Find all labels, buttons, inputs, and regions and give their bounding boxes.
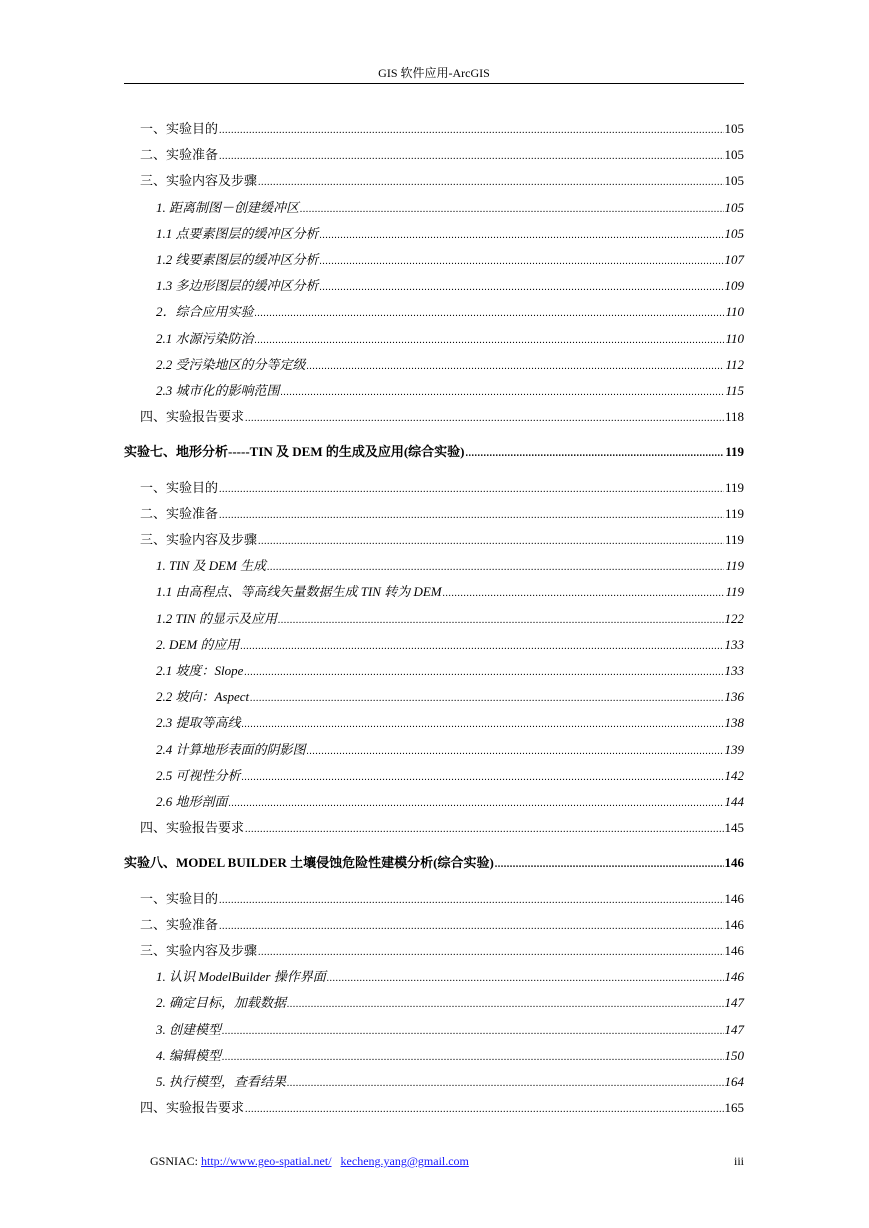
toc-entry-page: 119	[724, 505, 744, 521]
page-footer	[150, 1154, 744, 1169]
toc-entry[interactable]	[124, 712, 744, 731]
toc-entry-page: 105	[724, 147, 744, 163]
toc-leader-dots	[258, 177, 723, 188]
toc-leader-dots	[219, 125, 723, 136]
toc-leader-dots	[242, 772, 724, 783]
toc-leader-dots	[320, 230, 724, 241]
toc-leader-dots	[287, 999, 723, 1010]
toc-entry[interactable]	[124, 249, 744, 268]
toc-leader-dots	[219, 510, 724, 521]
toc-entry[interactable]	[124, 992, 744, 1011]
toc-entry[interactable]	[124, 686, 744, 705]
toc-entry-title: 一、实验目的	[140, 121, 219, 136]
toc-entry-title: 2．综合应用实验	[156, 304, 254, 320]
toc-entry-page: 119	[724, 532, 744, 547]
toc-entry-page: 112	[725, 356, 744, 372]
toc-entry-page: 146	[724, 890, 744, 906]
toc-leader-dots	[245, 824, 723, 835]
toc-chapter-entry[interactable]	[124, 852, 744, 871]
toc-entry-page: 146	[724, 969, 744, 985]
toc-entry[interactable]	[124, 328, 744, 347]
toc-entry[interactable]	[124, 1071, 744, 1090]
toc-entry-title: 2.6 地形剖面	[156, 794, 228, 809]
toc-entry-page: 133	[724, 636, 744, 652]
toc-leader-dots	[307, 361, 725, 372]
toc-entry-title: 三、实验内容及步骤	[140, 943, 258, 958]
toc-entry-title: 2.1 坡度：Slope	[156, 663, 244, 678]
toc-entry-page: 165	[724, 1100, 744, 1116]
toc-leader-dots	[250, 693, 723, 704]
toc-entry-title: 1.1 由高程点、等高线矢量数据生成 TIN 转为 DEM	[156, 584, 442, 600]
toc-entry[interactable]	[124, 170, 744, 189]
toc-entry-page: 107	[724, 252, 744, 267]
toc-entry-title: 2.2 坡向：Aspect	[156, 689, 250, 705]
toc-entry[interactable]	[124, 817, 744, 836]
footer-email-link[interactable]: kecheng.yang@gmail.com	[340, 1154, 469, 1168]
toc-entry-page: 118	[724, 409, 744, 425]
toc-entry-title: 2. 确定目标，加载数据	[156, 995, 287, 1011]
toc-entry-title: 2.3 城市化的影响范围	[156, 383, 280, 398]
toc-entry-page: 144	[724, 794, 744, 809]
toc-entry-title: 2.4 计算地形表面的阴影图	[156, 741, 306, 757]
toc-entry[interactable]	[124, 1019, 744, 1038]
toc-entry[interactable]	[124, 503, 744, 522]
toc-entry-page: 109	[724, 278, 744, 294]
toc-entry-title: 1. TIN 及 DEM 生成	[156, 558, 267, 574]
toc-entry-title: 二、实验准备	[140, 916, 219, 932]
toc-entry-title: 三、实验内容及步骤	[140, 532, 258, 547]
toc-entry-title: 一、实验目的	[140, 479, 219, 495]
toc-entry[interactable]	[124, 1045, 744, 1064]
header-rule	[124, 83, 744, 84]
toc-entry-page: 105	[724, 225, 744, 241]
toc-entry[interactable]	[124, 660, 744, 679]
toc-entry[interactable]	[124, 791, 744, 810]
footer-org: GSNIAC:	[150, 1154, 199, 1168]
toc-entry[interactable]	[124, 144, 744, 163]
toc-entry[interactable]	[124, 354, 744, 373]
toc-leader-dots	[240, 641, 723, 652]
toc-entry-title: 二、实验准备	[140, 147, 219, 163]
toc-entry-title: 三、实验内容及步骤	[140, 173, 258, 189]
toc-entry-title: 1.2 线要素图层的缓冲区分析	[156, 252, 319, 267]
toc-entry-page: 147	[724, 995, 744, 1011]
toc-leader-dots	[320, 282, 724, 293]
toc-entry-page: 119	[725, 584, 744, 600]
toc-entry[interactable]	[124, 406, 744, 425]
toc-entry[interactable]	[124, 940, 744, 959]
toc-entry[interactable]	[124, 1097, 744, 1116]
toc-leader-dots	[219, 895, 723, 906]
toc-leader-dots	[307, 746, 724, 757]
toc-leader-dots	[245, 1104, 723, 1115]
toc-entry[interactable]	[124, 966, 744, 985]
toc-entry[interactable]	[124, 555, 744, 574]
toc-entry-page: 146	[724, 943, 744, 958]
toc-leader-dots	[245, 413, 724, 424]
toc-entry[interactable]	[124, 581, 744, 600]
toc-entry-title: 实验七、地形分析-----TIN 及 DEM 的生成及应用(综合实验)	[124, 444, 465, 460]
toc-entry-page: 105	[724, 121, 744, 136]
toc-leader-dots	[443, 588, 725, 599]
toc-entry[interactable]	[124, 118, 744, 137]
toc-entry[interactable]	[124, 301, 744, 320]
toc-entry-title: 四、实验报告要求	[140, 820, 245, 836]
toc-entry-title: 2.3 提取等高线	[156, 715, 241, 731]
toc-leader-dots	[258, 947, 723, 958]
footer-url-link[interactable]: http://www.geo-spatial.net/	[201, 1154, 332, 1168]
toc-entry-page: 150	[724, 1047, 744, 1063]
toc-entry[interactable]	[124, 608, 744, 627]
toc-entry-title: 二、实验准备	[140, 505, 219, 521]
toc-entry-title: 2. DEM 的应用	[156, 636, 240, 652]
toc-entry-page: 145	[724, 820, 744, 836]
toc-entry[interactable]	[124, 529, 744, 548]
toc-leader-dots	[278, 615, 724, 626]
toc-entry-page: 115	[725, 383, 744, 398]
toc-entry-title: 1. 距离制图－创建缓冲区	[156, 199, 300, 215]
toc-leader-dots	[327, 973, 724, 984]
toc-entry-title: 一、实验目的	[140, 890, 219, 906]
toc-leader-dots	[281, 387, 725, 398]
toc-entry-page: 133	[724, 663, 744, 678]
toc-leader-dots	[229, 798, 724, 809]
toc-entry[interactable]	[124, 914, 744, 933]
toc-entry-page: 119	[724, 479, 744, 495]
toc-entry-title: 四、实验报告要求	[140, 409, 245, 425]
toc-entry[interactable]	[124, 477, 744, 496]
toc-entry-page: 164	[724, 1074, 744, 1089]
toc-entry-title: 1.1 点要素图层的缓冲区分析	[156, 225, 319, 241]
toc-entry[interactable]	[124, 275, 744, 294]
toc-leader-dots	[258, 536, 724, 547]
toc-chapter-entry[interactable]	[124, 441, 744, 460]
toc-entry-title: 2.1 水源污染防治	[156, 330, 254, 346]
toc-entry-page: 136	[724, 689, 744, 705]
toc-entry-title: 1.2 TIN 的显示及应用	[156, 610, 277, 626]
toc-entry-title: 3. 创建模型	[156, 1021, 222, 1037]
toc-entry-page: 105	[724, 173, 744, 189]
toc-entry-page: 138	[724, 715, 744, 731]
toc-entry-title: 四、实验报告要求	[140, 1100, 245, 1116]
toc-leader-dots	[219, 484, 724, 495]
toc-entry-title: 2.5 可视性分析	[156, 767, 241, 783]
toc-leader-dots	[320, 256, 724, 267]
toc-leader-dots	[244, 667, 723, 678]
toc-leader-dots	[219, 921, 723, 932]
toc-leader-dots	[267, 562, 724, 573]
toc-entry[interactable]	[124, 223, 744, 242]
toc-entry-title: 实验八、MODEL BUILDER 土壤侵蚀危险性建模分析(综合实验)	[124, 855, 494, 871]
toc-entry-page: 119	[725, 444, 744, 460]
toc-entry-title: 2.2 受污染地区的分等定级	[156, 356, 306, 372]
toc-leader-dots	[255, 335, 725, 346]
toc-entry-page: 122	[724, 610, 744, 626]
toc-leader-dots	[495, 859, 724, 870]
toc-entry-title: 1.3 多边形图层的缓冲区分析	[156, 278, 319, 294]
toc-entry-page: 110	[725, 330, 744, 346]
toc-entry-page: 110	[725, 304, 744, 320]
page-header	[124, 64, 744, 81]
toc-entry-title: 1. 认识 ModelBuilder 操作界面	[156, 969, 326, 985]
toc-entry-page: 105	[724, 199, 744, 215]
toc-entry-page: 146	[724, 916, 744, 932]
header-title: GIS 软件应用-ArcGIS	[378, 66, 490, 80]
toc-entry[interactable]	[124, 765, 744, 784]
toc-leader-dots	[287, 1078, 723, 1089]
toc-entry-page: 146	[724, 855, 744, 871]
toc-entry-page: 119	[725, 558, 744, 574]
toc-leader-dots	[242, 719, 724, 730]
toc-entry[interactable]	[124, 634, 744, 653]
toc-entry-page: 147	[724, 1021, 744, 1037]
toc-leader-dots	[466, 448, 725, 459]
toc-entry-title: 5. 执行模型，查看结果	[156, 1074, 287, 1089]
toc-entry[interactable]	[124, 888, 744, 907]
toc-leader-dots	[255, 308, 725, 319]
page-number: iii	[733, 1154, 744, 1168]
toc-entry[interactable]	[124, 739, 744, 758]
toc-entry-title: 4. 编辑模型	[156, 1047, 222, 1063]
toc-entry-page: 139	[724, 741, 744, 757]
toc-leader-dots	[300, 204, 723, 215]
toc-entry[interactable]	[124, 197, 744, 216]
toc-entry-page: 142	[724, 767, 744, 783]
toc-entry[interactable]	[124, 380, 744, 399]
toc-leader-dots	[222, 1052, 723, 1063]
toc-leader-dots	[222, 1026, 723, 1037]
toc-leader-dots	[219, 151, 723, 162]
